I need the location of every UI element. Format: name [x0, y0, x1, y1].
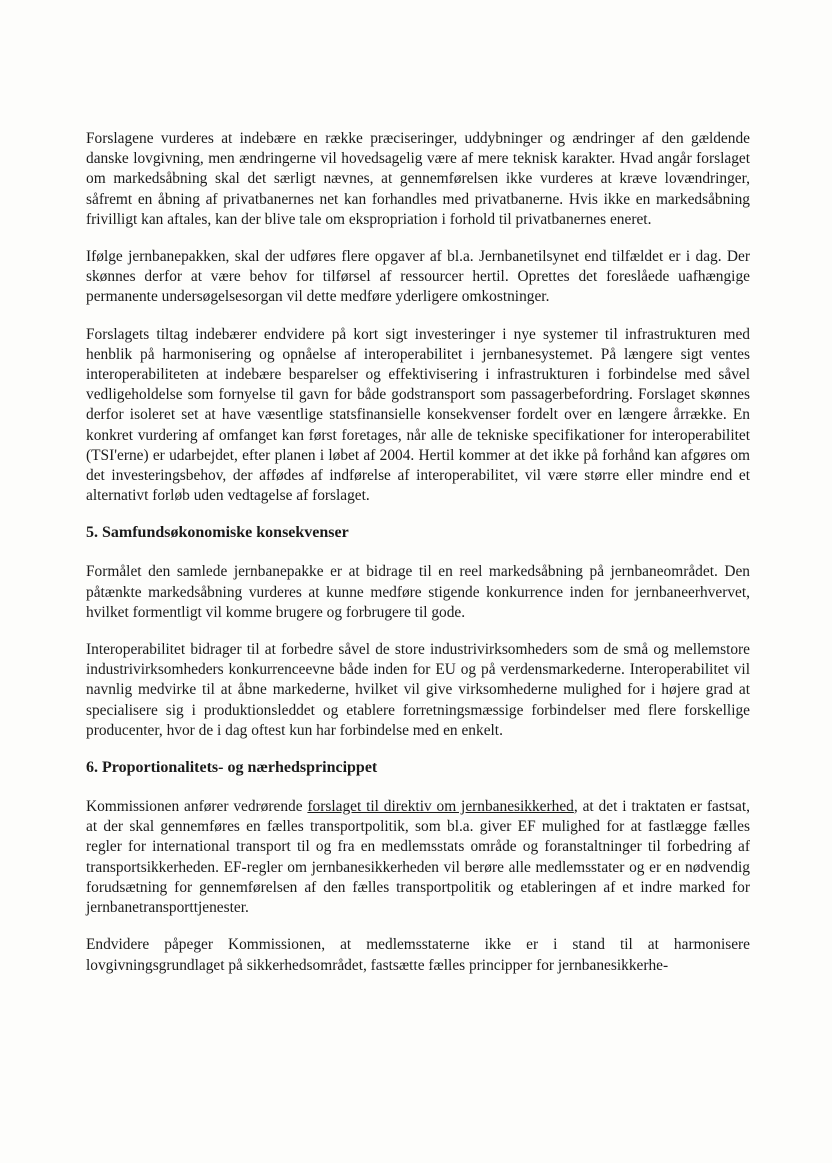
paragraph-text-pre: Kommissionen anfører vedrørende [86, 798, 308, 816]
heading-section-5: 5. Samfundsøkonomiske konsekvenser [86, 524, 349, 542]
document-body [86, 129, 750, 993]
paragraph-railway-package: Ifølge jernbanepakken, skal der udføres flere opgaver af bl.a. Jernbanetilsynet end tilfældet er i dag. Der skønnes derfor at være behov for tilførsel af ressourcer hertil. Oprettes det foreslåede uafhængige permanente undersøgelsesorgan vil dette medføre yderligere omkostninger. [86, 248, 750, 306]
paragraph-investments: Forslagets tiltag indebærer endvidere på kort sigt investeringer i nye systemer til infrastrukturen med henblik på harmonisering og opnåelse af interoperabilitet i jernbanesystemet. På længere sigt ventes interoperabiliteten at indebære besparelser og effektivisering i infrastrukturen i forbindelse med såvel vedligeholdelse som fornyelse til gavn for både godstransport som passagerbefordring. Forslaget skønnes derfor isoleret set at have væsentlige statsfinansielle konsekvenser fordelt over en længere årrække. En konkret vurdering af omfanget kan først foretages, når alle de tekniske specifikationer for interoperabilitet (TSI'erne) er udarbejdet, efter planen i løbet af 2004. Hertil kommer at det ikke på forhånd kan afgøres om det investeringsbehov, der affødes af indførelse af interoperabilitet, vil være større eller mindre end et alternativt forløb uden vedtagelse af forslaget. [86, 325, 750, 505]
paragraph-commission-safety [86, 797, 750, 918]
paragraph-interoperability: Interoperabilitet bidrager til at forbedre såvel de store industrivirksomheders som de små og mellemstore industrivirksomheders konkurrenceevne både inden for EU og på verdensmarkederne. Interoperabilitet vil navnlig medvirke til at åbne markederne, hvilket vil give virksomhederne mulighed for i højere grad at specialisere sig i produktionsleddet og etablere forretningsmæssige forbindelser med flere forskellige producenter, hvor de i dag oftest kun har forbindelse med en enkelt. [86, 641, 750, 739]
directive-link[interactable]: forslaget til direktiv om jernbanesikkerhed [307, 798, 574, 816]
paragraph-commission-harmonise: Endvidere påpeger Kommissionen, at medlemsstaterne ikke er i stand til at harmonisere lovgivningsgrundlaget på sikkerhedsområdet, fastsætte fælles principper for jernbanesikkerhe- [86, 936, 750, 974]
paragraph-text-post: , at det i traktaten er fastsat, at der skal gennemføres en fælles transportpolitik, som bl.a. giver EF mulighed for at fastlægge fælles regler for international transport til og fra en medlemsstats område og foranstaltninger til forbedring af transportsikkerheden. EF-regler om jernbanesikkerheden vil berøre alle medlemsstater og er en nødvendig forudsætning for gennemførelsen af den fælles transportpolitik og etableringen af et indre marked for jernbanetransporttjenester. [86, 798, 750, 917]
heading-section-6: 6. Proportionalitets- og nærhedsprincippet [86, 759, 378, 777]
paragraph-legislation: Forslagene vurderes at indebære en række præciseringer, uddybninger og ændringer af den gældende danske lovgivning, men ændringerne vil hovedsagelig være af mere teknisk karakter. Hvad angår forslaget om markedsåbning skal det særligt nævnes, at gennemførelsen ikke vurderes at kræve lovændringer, såfremt en åbning af privatbanernes net kan forhandles med privatbanerne. Hvis ikke en markedsåbning frivilligt kan aftales, kan der blive tale om ekspropriation i forhold til privatbanernes eneret. [86, 130, 750, 228]
paragraph-market-opening: Formålet den samlede jernbanepakke er at bidrage til en reel markedsåbning på jernbaneområdet. Den påtænkte markedsåbning vurderes at kunne medføre stigende konkurrence inden for jernbaneerhvervet, hvilket formentligt vil komme brugere og forbrugere til gode. [86, 563, 750, 621]
